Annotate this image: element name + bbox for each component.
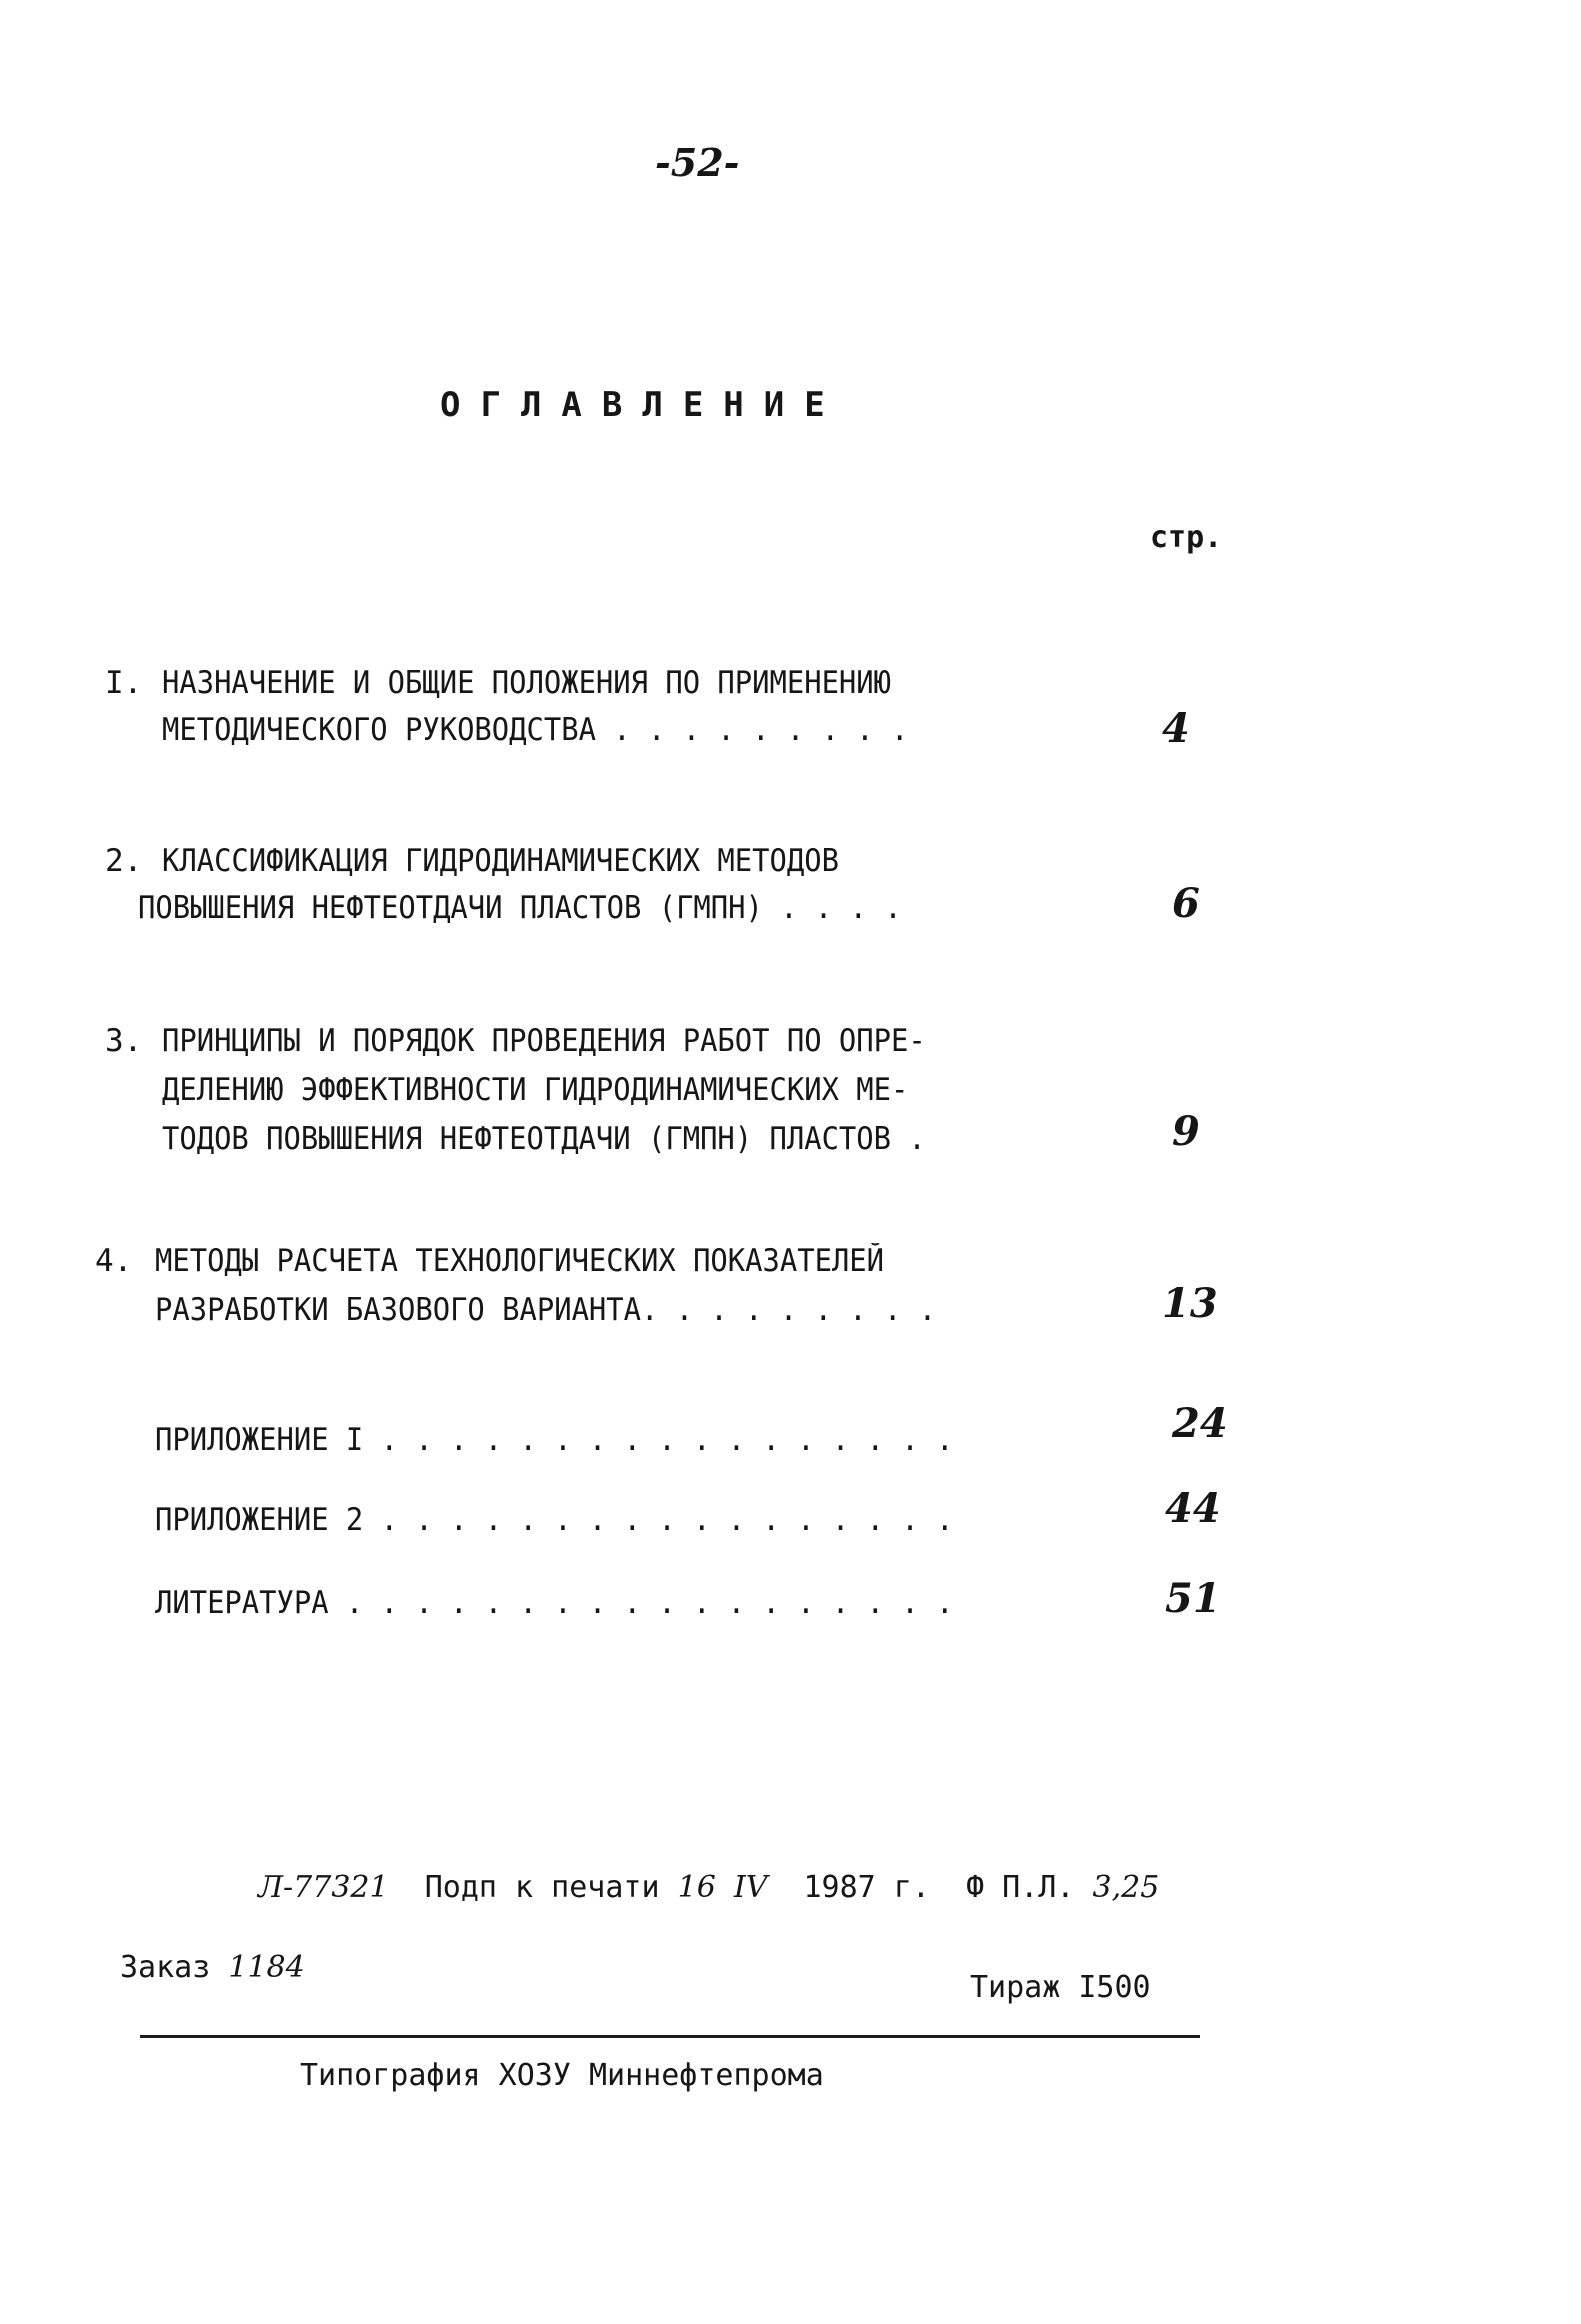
imprint-line-1 <box>258 1870 1159 1905</box>
toc-entry-number: 3. <box>105 1023 143 1059</box>
toc-entry-line: РАЗРАБОТКИ БАЗОВОГО ВАРИАНТА. . . . . . . . . <box>155 1292 937 1328</box>
order-label: Заказ <box>120 1950 211 1985</box>
imprint-divider <box>140 2035 1200 2038</box>
toc-entry-line: ПРИНЦИПЫ И ПОРЯДОК ПРОВЕДЕНИЯ РАБОТ ПО ОПРЕ- <box>162 1023 926 1059</box>
page-number: -52- <box>655 140 740 185</box>
sheets-value: 3,25 <box>1092 1870 1160 1905</box>
toc-entry-line: ДЕЛЕНИЮ ЭФФЕКТИВНОСТИ ГИДРОДИНАМИЧЕСКИХ МЕ- <box>162 1072 909 1108</box>
order-code: Л-77321 <box>258 1870 389 1905</box>
toc-entry-number: 2. <box>105 843 143 879</box>
page-column-header: стр. <box>1150 520 1223 555</box>
toc-entry-page: 44 <box>1165 1485 1221 1532</box>
toc-entry-line: ПОВЫШЕНИЯ НЕФТЕОТДАЧИ ПЛАСТОВ (ГМПН) . . . . <box>138 890 902 926</box>
toc-entry-line: ПРИЛОЖЕНИЕ I . . . . . . . . . . . . . . . . . <box>155 1422 954 1458</box>
toc-entry-line: КЛАССИФИКАЦИЯ ГИДРОДИНАМИЧЕСКИХ МЕТОДОВ <box>162 843 839 879</box>
print-run: Тираж I500 <box>970 1970 1151 2005</box>
toc-entry-page: 24 <box>1172 1400 1228 1447</box>
signed-label: Подп к печати <box>424 1870 660 1905</box>
toc-entry-number: I. <box>105 665 143 701</box>
toc-entry-line: МЕТОДИЧЕСКОГО РУКОВОДСТВА . . . . . . . . . <box>162 712 909 748</box>
signed-month: IV <box>733 1870 768 1905</box>
toc-entry-line: МЕТОДЫ РАСЧЕТА ТЕХНОЛОГИЧЕСКИХ ПОКАЗАТЕЛЕЙ <box>155 1243 885 1279</box>
order-value: 1184 <box>228 1950 305 1985</box>
printer-name: Типография ХОЗУ Миннефтепрома <box>300 2058 824 2093</box>
toc-entry-line: НАЗНАЧЕНИЕ И ОБЩИЕ ПОЛОЖЕНИЯ ПО ПРИМЕНЕНИЮ <box>162 665 892 701</box>
toc-entry-number: 4. <box>95 1243 133 1279</box>
toc-entry-line: ЛИТЕРАТУРА . . . . . . . . . . . . . . . . . . <box>155 1585 954 1621</box>
page-title: ОГЛАВЛЕНИЕ <box>440 385 845 425</box>
signed-year: 1987 г. <box>803 1870 930 1905</box>
toc-entry-line: ТОДОВ ПОВЫШЕНИЯ НЕФТЕОТДАЧИ (ГМПН) ПЛАСТОВ . <box>162 1121 926 1157</box>
sheets-label: Ф П.Л. <box>966 1870 1075 1905</box>
toc-entry-page: 51 <box>1165 1575 1221 1622</box>
toc-entry-page: 4 <box>1162 705 1190 752</box>
toc-entry-line: ПРИЛОЖЕНИЕ 2 . . . . . . . . . . . . . . . . . <box>155 1502 954 1538</box>
order-line <box>120 1950 305 1985</box>
toc-entry-page: 13 <box>1162 1280 1218 1327</box>
signed-day: 16 <box>677 1870 716 1905</box>
toc-entry-page: 9 <box>1172 1108 1200 1155</box>
toc-entry-page: 6 <box>1172 880 1200 927</box>
